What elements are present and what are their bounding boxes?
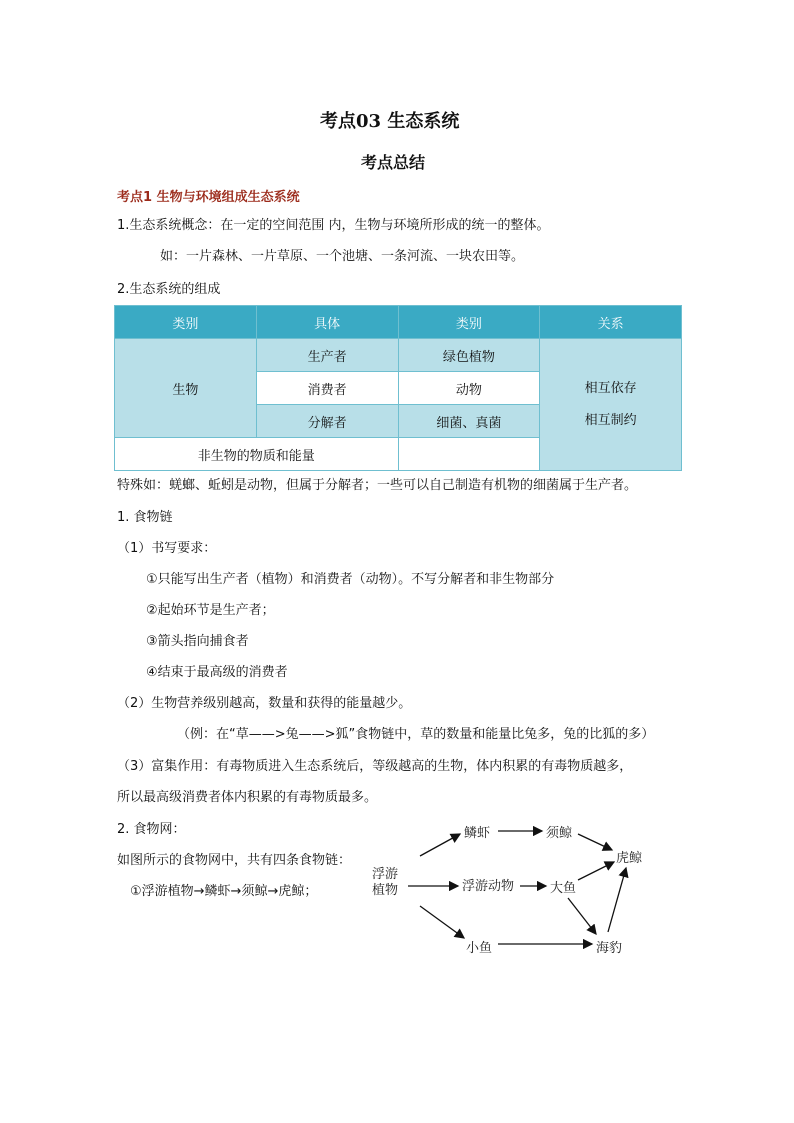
concept-line: 1.生态系统概念：在一定的空间范围 内，生物与环境所形成的统一的整体。 (117, 218, 550, 233)
section-heading: 考点1 生物与环境组成生态系统 (117, 190, 300, 205)
point-2-example: （例：在“草——>兔——>狐”食物链中，草的数量和能量比兔多，兔的比狐的多） (177, 727, 655, 742)
table-header-cell: 具体 (256, 306, 398, 339)
point-2: （2）生物营养级别越高，数量和获得的能量越少。 (117, 696, 412, 711)
requirement-item: ②起始环节是生产者； (146, 603, 275, 618)
food-chain-example: ①浮游植物→鳞虾→须鲸→虎鲸； (130, 884, 318, 899)
node-krill: 鳞虾 (464, 826, 491, 841)
arrow-seal-orca (608, 868, 626, 932)
point-3-line: （3）富集作用：有毒物质进入生态系统后，等级越高的生物，体内积累的有毒物质越多， (117, 759, 633, 774)
point-3-line: 所以最高级消费者体内积累的有毒物质最多。 (117, 790, 378, 805)
node-seal: 海豹 (596, 941, 623, 956)
relation-text: 相互依存 (584, 380, 637, 396)
abiotic-cell: 非生物的物质和能量 (115, 438, 399, 471)
arrow-baleen-orca (578, 834, 612, 850)
relation-cell (540, 339, 682, 471)
requirement-item: ①只能写出生产者（植物）和消费者（动物）。不写分解者和非生物部分 (146, 572, 555, 587)
arrow-bigfish-seal (568, 898, 596, 934)
node-big-fish: 大鱼 (550, 881, 577, 896)
node-phytoplankton: 浮游 (372, 867, 399, 882)
special-note: 特殊如：蜣螂、蚯蚓是动物，但属于分解者；一些可以自己制造有机物的细菌属于生产者。 (117, 478, 638, 493)
table-header-row (115, 306, 682, 339)
arrow-phyto-smallfish (420, 906, 464, 938)
table-cell: 分解者 (256, 405, 398, 438)
page-subtitle: 考点总结 (361, 153, 426, 172)
food-web-diagram (360, 810, 660, 960)
table-header-cell: 关系 (540, 306, 682, 339)
requirement-heading: （1）书写要求： (117, 541, 217, 556)
node-orca: 虎鲸 (616, 851, 643, 866)
table-row (115, 339, 682, 372)
empty-cell (398, 438, 540, 471)
node-baleen-whale: 须鲸 (546, 826, 573, 841)
table-cell: 生产者 (256, 339, 398, 372)
arrow-bigfish-orca (578, 862, 614, 880)
ecosystem-table (114, 305, 682, 471)
table-cell: 动物 (398, 372, 540, 405)
table-cell: 细菌、真菌 (398, 405, 540, 438)
example-line: 如：一片森林、一片草原、一个池塘、一条河流、一块农田等。 (160, 249, 525, 264)
requirement-item: ③箭头指向捕食者 (146, 634, 249, 649)
table-header-cell: 类别 (398, 306, 540, 339)
food-web-intro: 如图所示的食物网中，共有四条食物链： (117, 853, 352, 868)
table-header-cell: 类别 (115, 306, 257, 339)
table-cell: 绿色植物 (398, 339, 540, 372)
page-title: 考点03 生态系统 (320, 111, 460, 132)
node-zooplankton: 浮游动物 (462, 879, 515, 894)
node-phytoplankton: 植物 (372, 883, 399, 898)
food-chain-heading: 1. 食物链 (117, 510, 173, 525)
relation-text: 相互制约 (584, 412, 637, 428)
food-web-heading: 2. 食物网： (117, 822, 186, 837)
requirement-item: ④结束于最高级的消费者 (146, 665, 288, 680)
arrow-phyto-krill (420, 834, 460, 856)
biology-cell: 生物 (115, 339, 257, 438)
table-cell: 消费者 (256, 372, 398, 405)
composition-heading: 2.生态系统的组成 (117, 282, 221, 297)
node-small-fish: 小鱼 (466, 941, 493, 956)
